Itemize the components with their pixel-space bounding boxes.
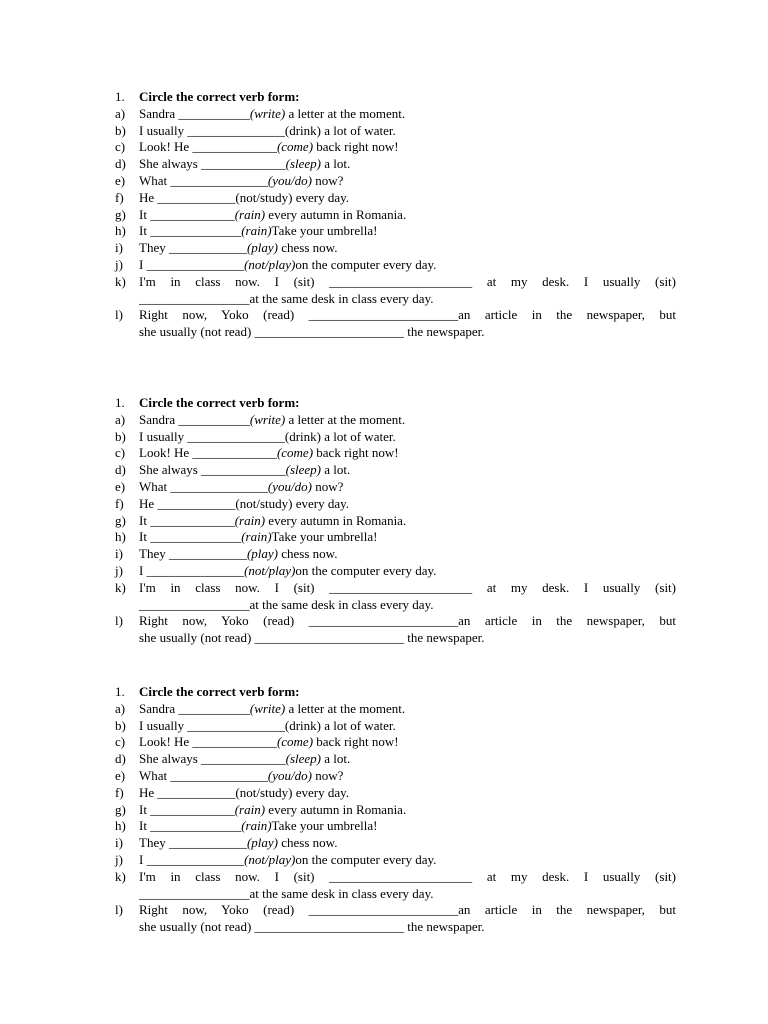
exercise-title: Circle the correct verb form: (139, 89, 300, 104)
item-marker: j) (115, 256, 123, 272)
exercise-item (115, 529, 676, 546)
item-text (139, 818, 676, 835)
item-continuation: a letter at the moment. (285, 411, 406, 427)
item-marker: a) (115, 411, 126, 427)
item-continuation: every autumn in Romania. (265, 206, 407, 222)
item-marker: e) (115, 172, 126, 188)
exercise-block-3 (115, 684, 676, 936)
item-text (139, 852, 676, 869)
item-prompt: I usually _______________(drink) a lot of water. (139, 122, 396, 138)
item-prompt: Sandra ___________ (139, 700, 250, 716)
item-text-line2: _________________at the same desk in class every day. (139, 885, 434, 901)
item-text-line2: she usually (not read) _______________________ the newspaper. (139, 919, 485, 935)
item-verb-hint: (play) (246, 546, 279, 562)
item-marker: g) (115, 512, 126, 528)
item-marker: k) (115, 868, 126, 884)
item-text (139, 156, 676, 173)
item-verb-hint: (play) (246, 240, 279, 256)
exercise-item (115, 240, 676, 257)
item-continuation: a lot. (320, 462, 351, 478)
exercise-item (115, 412, 676, 429)
exercise-item (115, 307, 676, 324)
item-prompt: She always _____________ (139, 462, 286, 478)
item-prompt: Look! He _____________ (139, 139, 277, 155)
item-continuation: back right now! (313, 734, 399, 750)
item-prompt: They ____________ (139, 835, 247, 851)
item-continuation: a lot. (320, 751, 351, 767)
item-text (139, 429, 676, 446)
item-text (139, 718, 676, 735)
exercise-item (115, 207, 676, 224)
item-prompt: I _______________ (139, 851, 245, 867)
item-text (139, 240, 676, 257)
item-marker: f) (115, 189, 124, 205)
item-prompt: It _____________ (139, 206, 235, 222)
item-prompt: Sandra ___________ (139, 411, 250, 427)
item-prompt: It _____________ (139, 512, 235, 528)
item-marker: g) (115, 206, 126, 222)
item-continuation: Take your umbrella! (271, 529, 378, 545)
item-marker: d) (115, 156, 126, 172)
item-prompt: It ______________ (139, 818, 242, 834)
exercise-block-2 (115, 395, 676, 647)
item-prompt: They ____________ (139, 240, 247, 256)
item-verb-hint: (rain) (241, 223, 272, 239)
item-verb-hint: (play) (246, 835, 279, 851)
item-verb-hint: (not/play) (244, 562, 296, 578)
exercise-item (115, 106, 676, 123)
item-verb-hint: (you/do) (267, 172, 312, 188)
item-text (139, 546, 676, 563)
exercise-item (115, 445, 676, 462)
item-marker: l) (115, 902, 123, 918)
item-verb-hint: (sleep) (285, 751, 321, 767)
item-marker: b) (115, 428, 126, 444)
item-marker: e) (115, 478, 126, 494)
item-text (139, 123, 676, 140)
item-prompt: I _______________ (139, 562, 245, 578)
item-verb-hint: (you/do) (267, 478, 312, 494)
exercise-item (115, 563, 676, 580)
exercise-item (115, 173, 676, 190)
item-text (139, 835, 676, 852)
exercise-item (115, 257, 676, 274)
item-verb-hint: (rain) (234, 801, 266, 817)
item-text-line2: she usually (not read) _______________________ the newspaper. (139, 324, 485, 340)
item-verb-hint: (not/play) (244, 256, 296, 272)
item-marker: f) (115, 784, 124, 800)
item-text-line1: Right now, Yoko (read) _______________________an article in the newspaper, but (139, 307, 676, 323)
exercise-item (115, 546, 676, 563)
item-marker: h) (115, 818, 126, 834)
item-continuation: chess now. (278, 835, 338, 851)
item-text (139, 106, 676, 123)
item-text (139, 563, 676, 580)
item-prompt: What _______________ (139, 478, 268, 494)
item-text (139, 462, 676, 479)
item-marker: b) (115, 122, 126, 138)
exercise-title: Circle the correct verb form: (139, 684, 300, 699)
item-marker: c) (115, 139, 126, 155)
exercise-item (115, 869, 676, 886)
exercise-item (115, 734, 676, 751)
item-marker: a) (115, 700, 126, 716)
item-text (139, 190, 676, 207)
item-verb-hint: (rain) (234, 206, 266, 222)
item-marker: i) (115, 546, 123, 562)
item-text-line2: _________________at the same desk in class every day. (139, 290, 434, 306)
item-text (139, 496, 676, 513)
item-text-line1: I'm in class now. I (sit) ______________________ at my desk. I usually (sit) (139, 868, 676, 884)
item-continuation: back right now! (313, 445, 399, 461)
item-text (139, 529, 676, 546)
item-verb-hint: (come) (276, 734, 314, 750)
item-marker: g) (115, 801, 126, 817)
exercise-item (115, 785, 676, 802)
item-marker: l) (115, 613, 123, 629)
item-text (139, 785, 676, 802)
item-continuation: now? (311, 478, 344, 494)
item-text (139, 802, 676, 819)
exercise-item (115, 902, 676, 919)
exercise-item (115, 223, 676, 240)
item-prompt: Look! He _____________ (139, 734, 277, 750)
item-prompt: He ____________(not/study) every day. (139, 189, 350, 205)
exercise-item (115, 513, 676, 530)
item-verb-hint: (sleep) (285, 156, 321, 172)
item-continuation: a letter at the moment. (285, 105, 406, 121)
item-continuation: now? (311, 767, 344, 783)
item-continuation: Take your umbrella! (271, 223, 378, 239)
item-marker: b) (115, 717, 126, 733)
item-text (139, 768, 676, 785)
item-text (139, 139, 676, 156)
item-prompt: I usually _______________(drink) a lot of water. (139, 428, 396, 444)
exercise-number: 1. (115, 89, 125, 104)
item-continuation: on the computer every day. (295, 562, 437, 578)
item-marker: d) (115, 462, 126, 478)
item-continuation: chess now. (278, 546, 338, 562)
item-verb-hint: (you/do) (267, 767, 312, 783)
item-continuation: every autumn in Romania. (265, 801, 407, 817)
exercise-item (115, 580, 676, 597)
exercise-item (115, 718, 676, 735)
item-text-line1: Right now, Yoko (read) _______________________an article in the newspaper, but (139, 902, 676, 918)
item-continuation: now? (311, 172, 344, 188)
item-prompt: They ____________ (139, 546, 247, 562)
exercise-item (115, 123, 676, 140)
item-continuation: a letter at the moment. (285, 700, 406, 716)
item-verb-hint: (write) (249, 105, 286, 121)
item-marker: i) (115, 240, 123, 256)
item-marker: c) (115, 734, 126, 750)
item-marker: a) (115, 105, 126, 121)
item-prompt: She always _____________ (139, 156, 286, 172)
item-text-line1: I'm in class now. I (sit) ______________________ at my desk. I usually (sit) (139, 579, 676, 595)
exercise-item (115, 496, 676, 513)
item-verb-hint: (come) (276, 139, 314, 155)
item-text (139, 223, 676, 240)
item-marker: h) (115, 529, 126, 545)
exercise-item (115, 852, 676, 869)
exercise-title-row (115, 395, 676, 412)
item-marker: j) (115, 562, 123, 578)
item-text (139, 751, 676, 768)
exercise-item (115, 429, 676, 446)
exercise-item (115, 462, 676, 479)
item-text (139, 207, 676, 224)
item-verb-hint: (sleep) (285, 462, 321, 478)
exercise-title-row (115, 89, 676, 106)
exercise-number: 1. (115, 684, 125, 699)
item-prompt: Look! He _____________ (139, 445, 277, 461)
exercise-item (115, 701, 676, 718)
exercise-item (115, 835, 676, 852)
item-text-line2: _________________at the same desk in class every day. (139, 596, 434, 612)
item-text (139, 513, 676, 530)
exercise-item (115, 802, 676, 819)
item-text (139, 701, 676, 718)
item-prompt: What _______________ (139, 172, 268, 188)
item-continuation: on the computer every day. (295, 851, 437, 867)
item-continuation: chess now. (278, 240, 338, 256)
item-prompt: I _______________ (139, 256, 245, 272)
item-verb-hint: (write) (249, 411, 286, 427)
item-prompt: He ____________(not/study) every day. (139, 784, 350, 800)
exercise-title: Circle the correct verb form: (139, 395, 300, 410)
item-prompt: He ____________(not/study) every day. (139, 495, 350, 511)
item-prompt: What _______________ (139, 767, 268, 783)
item-marker: k) (115, 579, 126, 595)
exercise-item (115, 190, 676, 207)
exercise-item (115, 818, 676, 835)
item-verb-hint: (write) (249, 700, 286, 716)
exercise-number: 1. (115, 395, 125, 410)
item-continuation: on the computer every day. (295, 256, 437, 272)
item-marker: f) (115, 495, 124, 511)
item-text (139, 445, 676, 462)
item-verb-hint: (rain) (241, 818, 272, 834)
item-prompt: She always _____________ (139, 751, 286, 767)
exercise-item (115, 479, 676, 496)
item-prompt: It ______________ (139, 223, 242, 239)
item-marker: k) (115, 273, 126, 289)
item-text (139, 479, 676, 496)
item-marker: c) (115, 445, 126, 461)
exercise-block-1 (115, 89, 676, 341)
exercise-item (115, 613, 676, 630)
item-prompt: Sandra ___________ (139, 105, 250, 121)
item-continuation: back right now! (313, 139, 399, 155)
exercise-item (115, 751, 676, 768)
item-prompt: It ______________ (139, 529, 242, 545)
item-verb-hint: (rain) (234, 512, 266, 528)
item-marker: e) (115, 767, 126, 783)
item-text (139, 412, 676, 429)
item-verb-hint: (rain) (241, 529, 272, 545)
item-text (139, 173, 676, 190)
item-prompt: I usually _______________(drink) a lot of water. (139, 717, 396, 733)
item-text-line2: she usually (not read) _______________________ the newspaper. (139, 630, 485, 646)
item-verb-hint: (not/play) (244, 851, 296, 867)
item-continuation: a lot. (320, 156, 351, 172)
exercise-item (115, 139, 676, 156)
exercise-item (115, 156, 676, 173)
item-marker: h) (115, 223, 126, 239)
item-continuation: Take your umbrella! (271, 818, 378, 834)
item-marker: j) (115, 851, 123, 867)
item-continuation: every autumn in Romania. (265, 512, 407, 528)
item-marker: l) (115, 307, 123, 323)
item-verb-hint: (come) (276, 445, 314, 461)
item-text-line1: Right now, Yoko (read) _______________________an article in the newspaper, but (139, 613, 676, 629)
exercise-item (115, 274, 676, 291)
item-text-line1: I'm in class now. I (sit) ______________________ at my desk. I usually (sit) (139, 273, 676, 289)
exercise-title-row (115, 684, 676, 701)
item-prompt: It _____________ (139, 801, 235, 817)
item-marker: i) (115, 835, 123, 851)
item-text (139, 734, 676, 751)
exercise-item (115, 768, 676, 785)
item-text (139, 257, 676, 274)
item-marker: d) (115, 751, 126, 767)
